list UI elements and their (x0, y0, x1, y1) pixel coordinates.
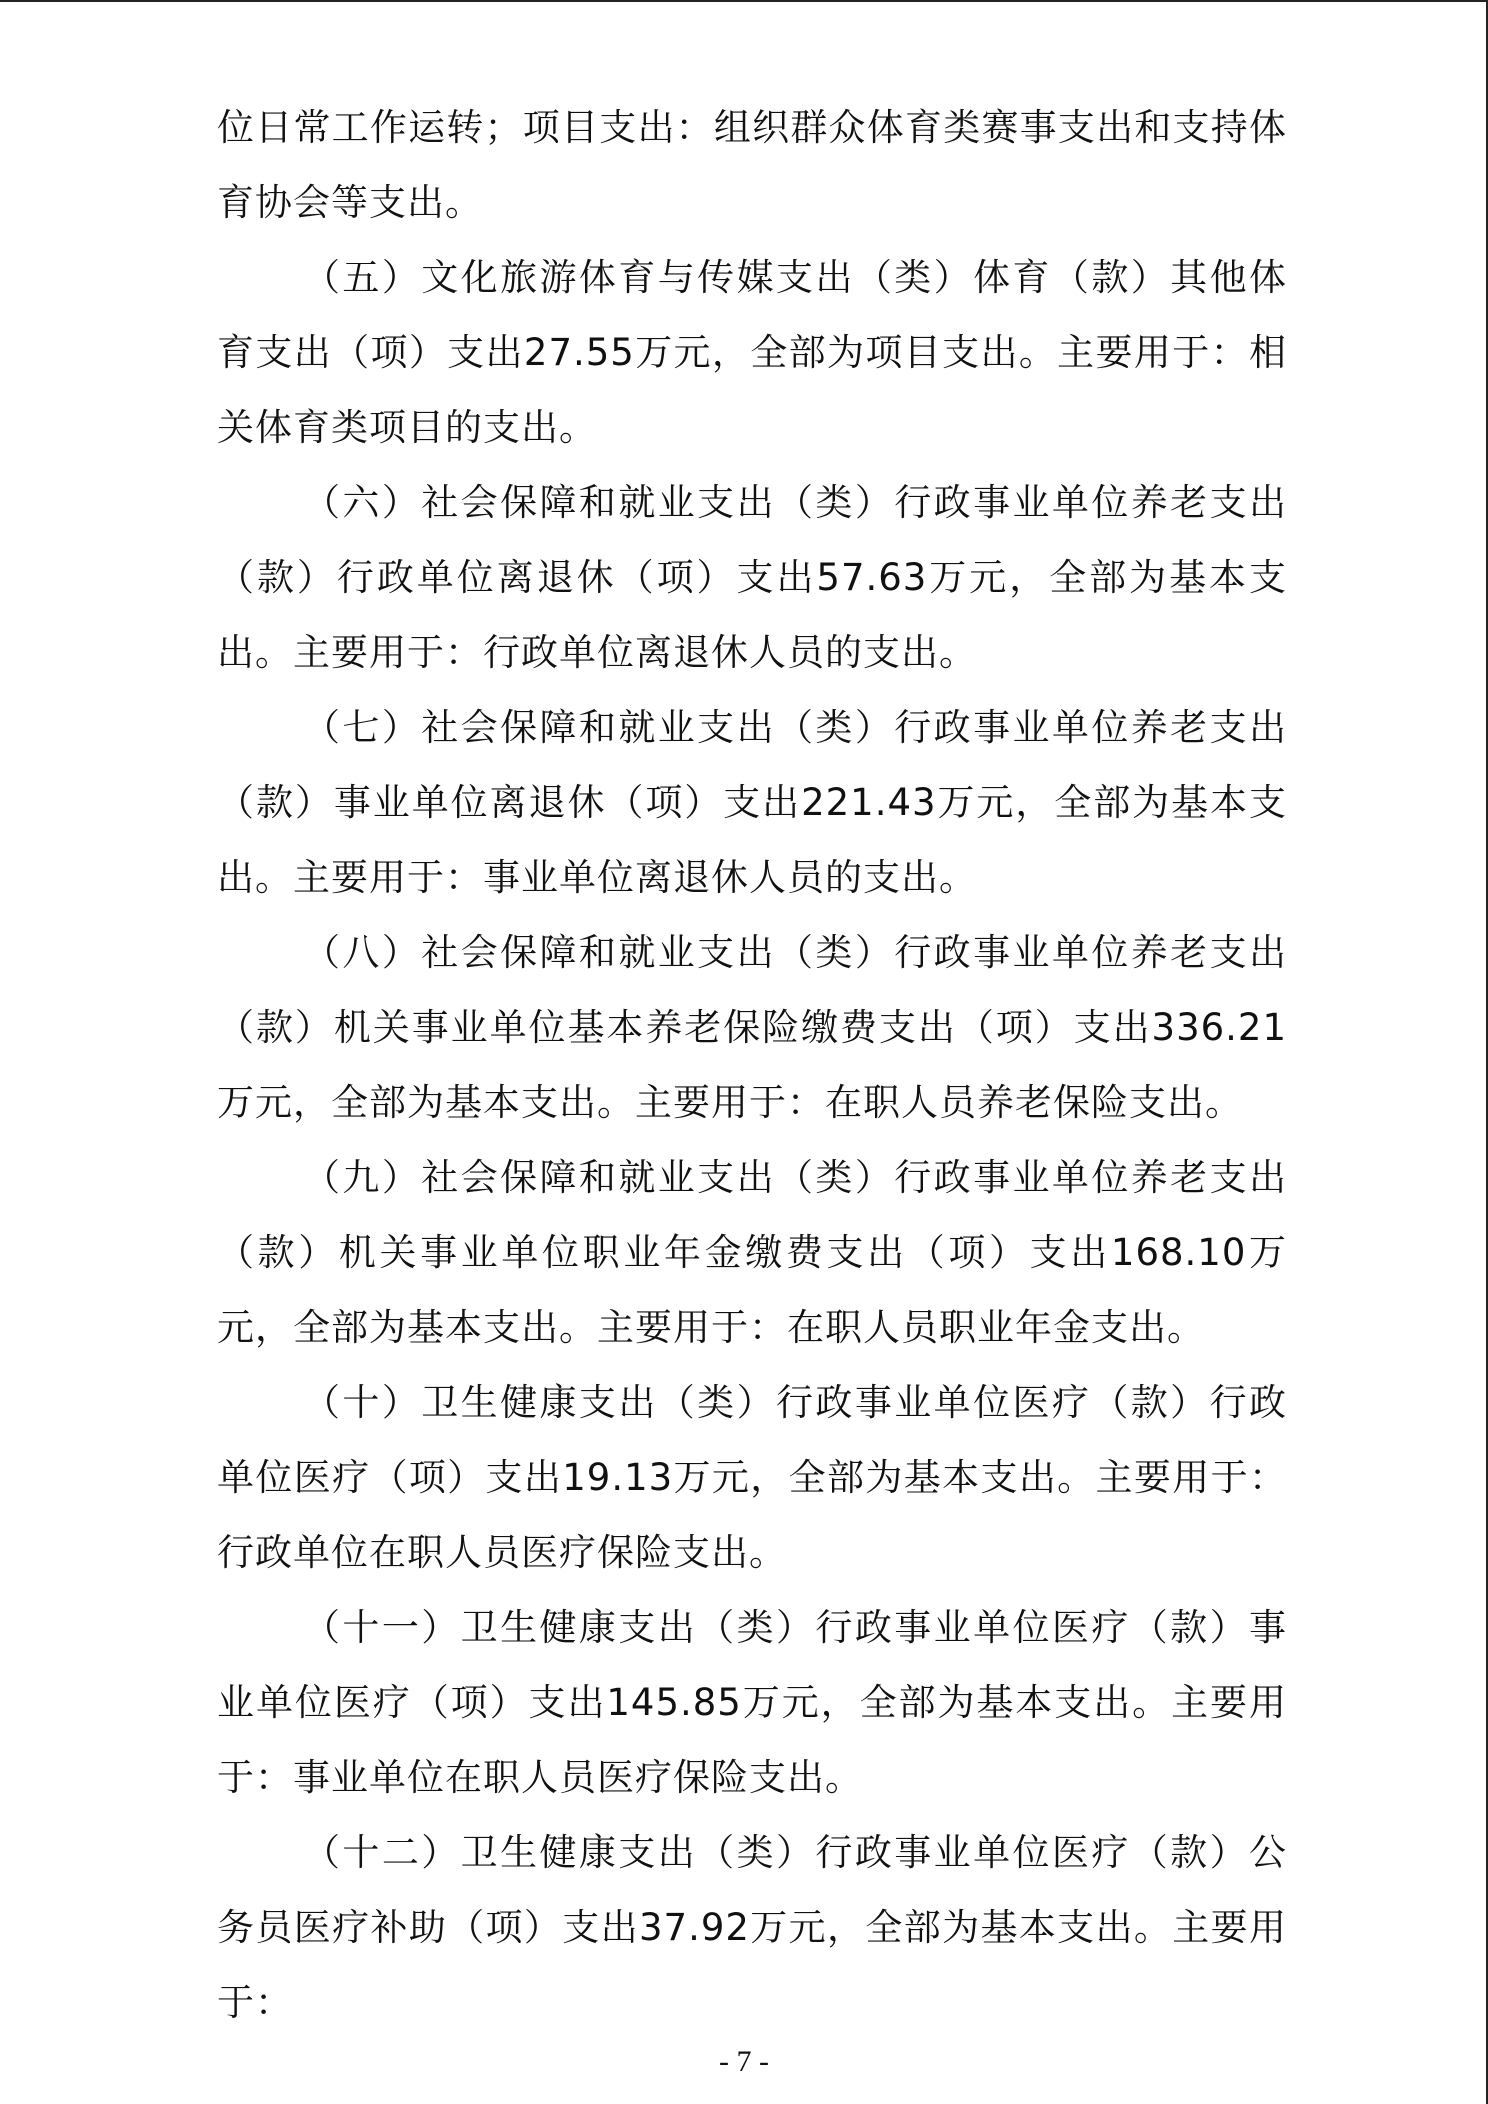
paragraph-continued: 位日常工作运转；项目支出：组织群众体育类赛事支出和支持体育协会等支出。 (217, 106, 1287, 224)
page-number: - 7 - (719, 2045, 769, 2078)
paragraph-item-10: （十）卫生健康支出（类）行政事业单位医疗（款）行政单位医疗（项）支出19.13万元，全部为基本支出。主要用于：行政单位在职人员医疗保险支出。 (217, 1381, 1287, 1574)
document-body (217, 90, 1287, 2040)
paragraph-item-11: （十一）卫生健康支出（类）行政事业单位医疗（款）事业单位医疗（项）支出145.85万元，全部为基本支出。主要用于：事业单位在职人员医疗保险支出。 (217, 1606, 1287, 1799)
paragraph-item-6: （六）社会保障和就业支出（类）行政事业单位养老支出（款）行政单位离退休（项）支出57.63万元，全部为基本支出。主要用于：行政单位离退休人员的支出。 (217, 481, 1287, 674)
paragraph-item-12: （十二）卫生健康支出（类）行政事业单位医疗（款）公务员医疗补助（项）支出37.92万元，全部为基本支出。主要用于： (217, 1831, 1287, 2024)
paragraph-item-9: （九）社会保障和就业支出（类）行政事业单位养老支出（款）机关事业单位职业年金缴费支出（项）支出168.10万元，全部为基本支出。主要用于：在职人员职业年金支出。 (217, 1156, 1287, 1349)
paragraph-item-7: （七）社会保障和就业支出（类）行政事业单位养老支出（款）事业单位离退休（项）支出221.43万元，全部为基本支出。主要用于：事业单位离退休人员的支出。 (217, 706, 1287, 899)
paragraph-item-5: （五）文化旅游体育与传媒支出（类）体育（款）其他体育支出（项）支出27.55万元，全部为项目支出。主要用于：相关体育类项目的支出。 (217, 256, 1287, 449)
page-top-border (0, 0, 1488, 2)
paragraph-item-8: （八）社会保障和就业支出（类）行政事业单位养老支出（款）机关事业单位基本养老保险缴费支出（项）支出336.21万元，全部为基本支出。主要用于：在职人员养老保险支出。 (217, 931, 1287, 1124)
